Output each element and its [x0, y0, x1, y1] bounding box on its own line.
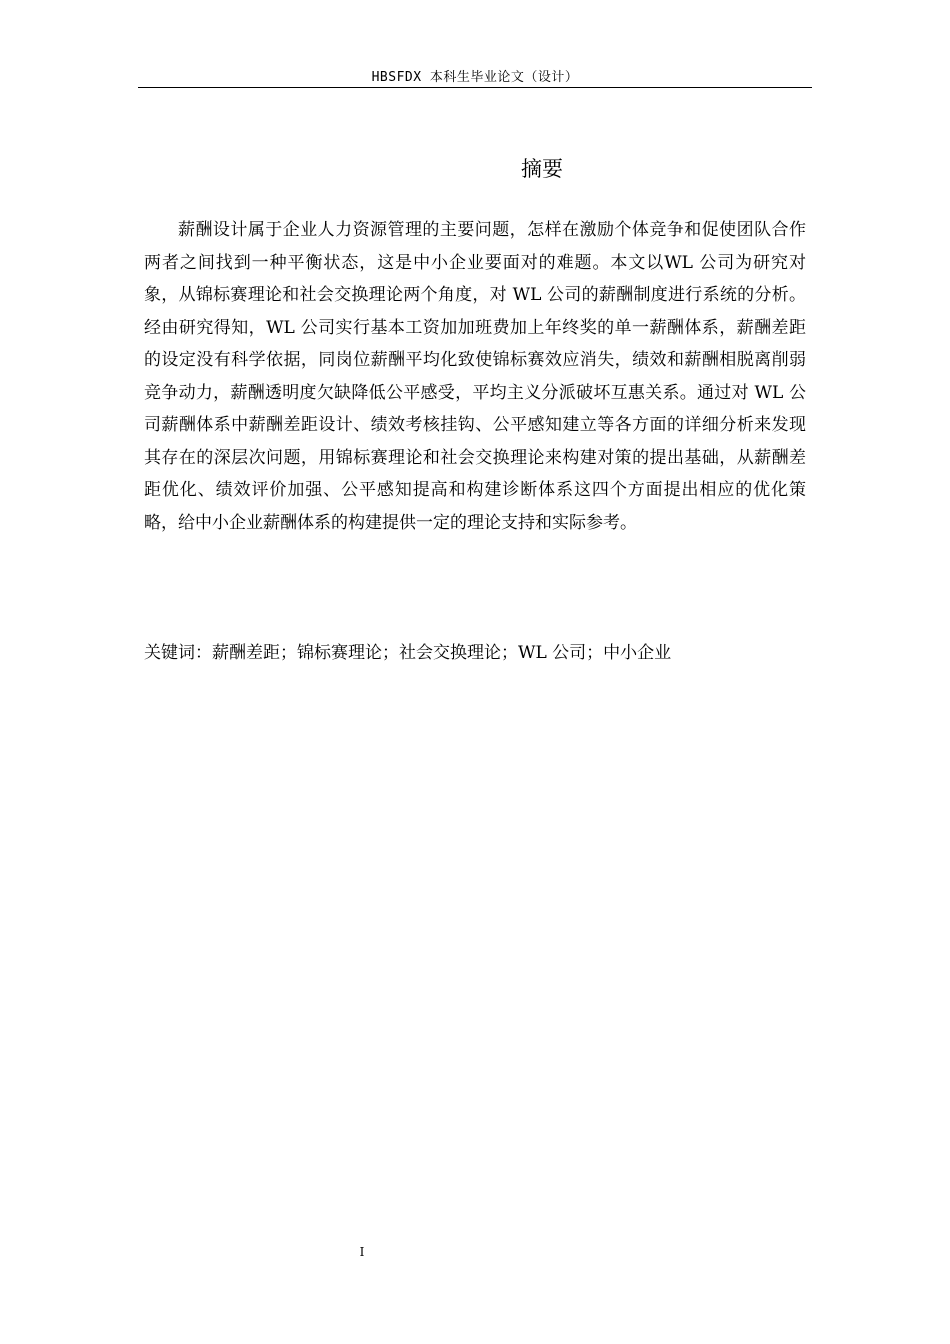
abstract-title: 摘要: [521, 157, 563, 181]
page-number: I: [359, 1245, 365, 1259]
header-text: HBSFDX 本科生毕业论文（设计）: [371, 70, 579, 85]
keywords-line: 关键词：薪酬差距；锦标赛理论；社会交换理论；WL 公司；中小企业: [144, 643, 672, 663]
page-header: [138, 62, 812, 88]
abstract-body: 薪酬设计属于企业人力资源管理的主要问题，怎样在激励个体竞争和促使团队合作两者之间找到一种平衡状态，这是中小企业要面对的难题。本文以WL 公司为研究对象，从锦标赛理论和社会交换理论两个角度，对 WL 公司的薪酬制度进行系统的分析。经由研究得知，WL 公司实行基本工资加加班费加上年终奖的单一薪酬体系，薪酬差距的设定没有科学依据，同岗位薪酬平均化致使锦标赛效应消失，绩效和薪酬相脱离削弱竞争动力，薪酬透明度欠缺降低公平感受，平均主义分派破坏互惠关系。通过对 WL 公司薪酬体系中薪酬差距设计、绩效考核挂钩、公平感知建立等各方面的详细分析来发现其存在的深层次问题，用锦标赛理论和社会交换理论来构建对策的提出基础，从薪酬差距优化、绩效评价加强、公平感知提高和构建诊断体系这四个方面提出相应的优化策略，给中小企业薪酬体系的构建提供一定的理论支持和实际参考。: [144, 220, 806, 533]
